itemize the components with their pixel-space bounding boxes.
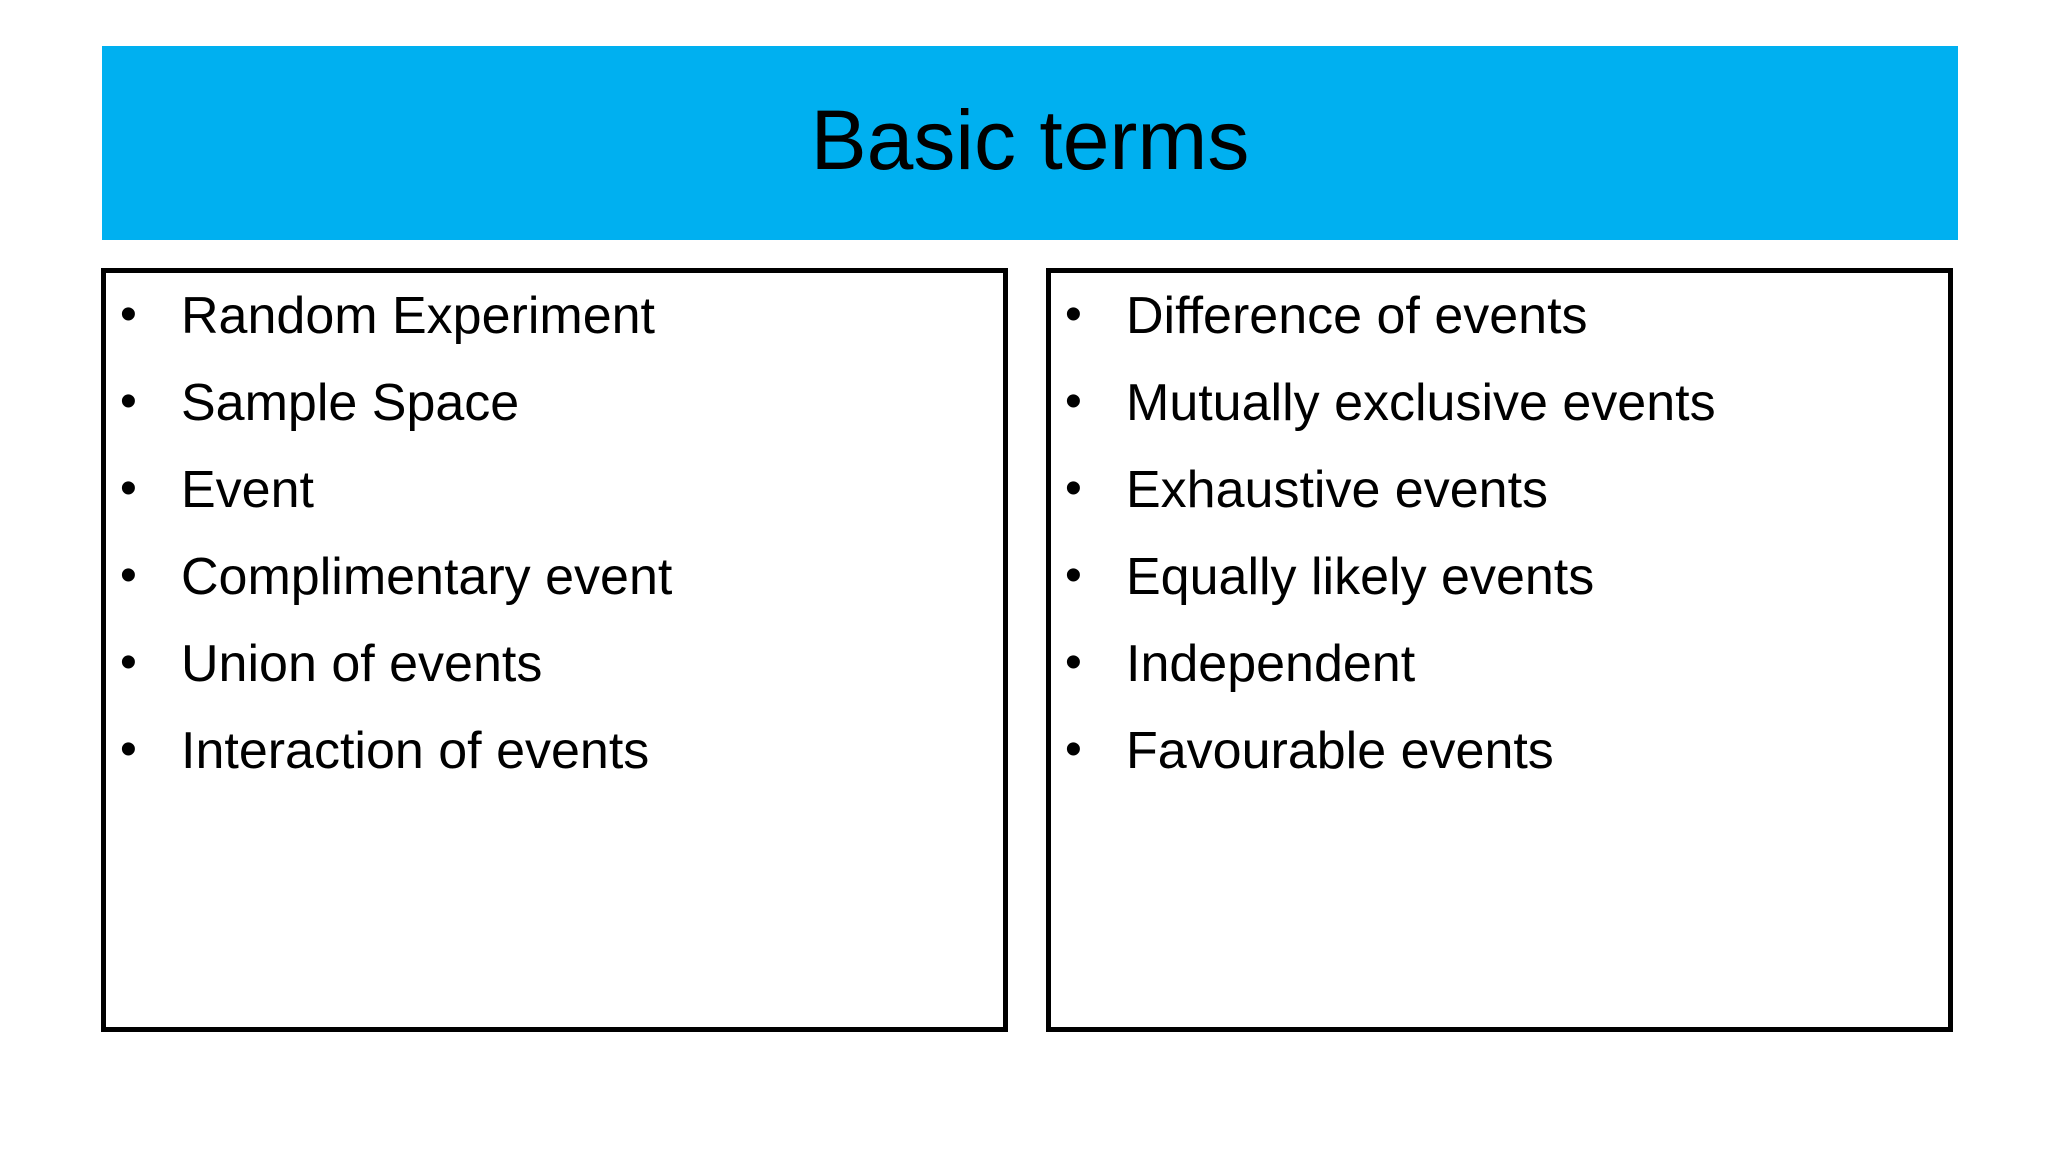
list-item-label: Mutually exclusive events [1126,374,1716,432]
left-panel [101,268,1008,1032]
bullet-icon: • [120,288,137,341]
list-item-label: Difference of events [1126,287,1588,345]
list-item-label: Union of events [181,635,543,693]
list-item-label: Independent [1126,635,1416,693]
title-bar [102,46,1958,240]
bullet-icon: • [120,375,137,428]
list-item-label: Complimentary event [181,548,673,606]
bullet-icon: • [120,549,137,602]
list-item-label: Sample Space [181,374,520,432]
bullet-icon: • [1065,636,1082,689]
bullet-icon: • [120,723,137,776]
slide-title: Basic terms [810,93,1250,187]
bullet-icon: • [1065,462,1082,515]
right-panel [1046,268,1953,1032]
list-item-label: Random Experiment [181,287,655,345]
bullet-icon: • [1065,375,1082,428]
list-item-label: Favourable events [1126,722,1554,780]
list-item-label: Equally likely events [1126,548,1595,606]
bullet-icon: • [1065,288,1082,341]
list-item-label: Interaction of events [181,722,650,780]
list-item-label: Event [181,461,314,519]
list-item-label: Exhaustive events [1126,461,1549,519]
bullet-icon: • [120,462,137,515]
bullet-icon: • [120,636,137,689]
bullet-icon: • [1065,549,1082,602]
bullet-icon: • [1065,723,1082,776]
